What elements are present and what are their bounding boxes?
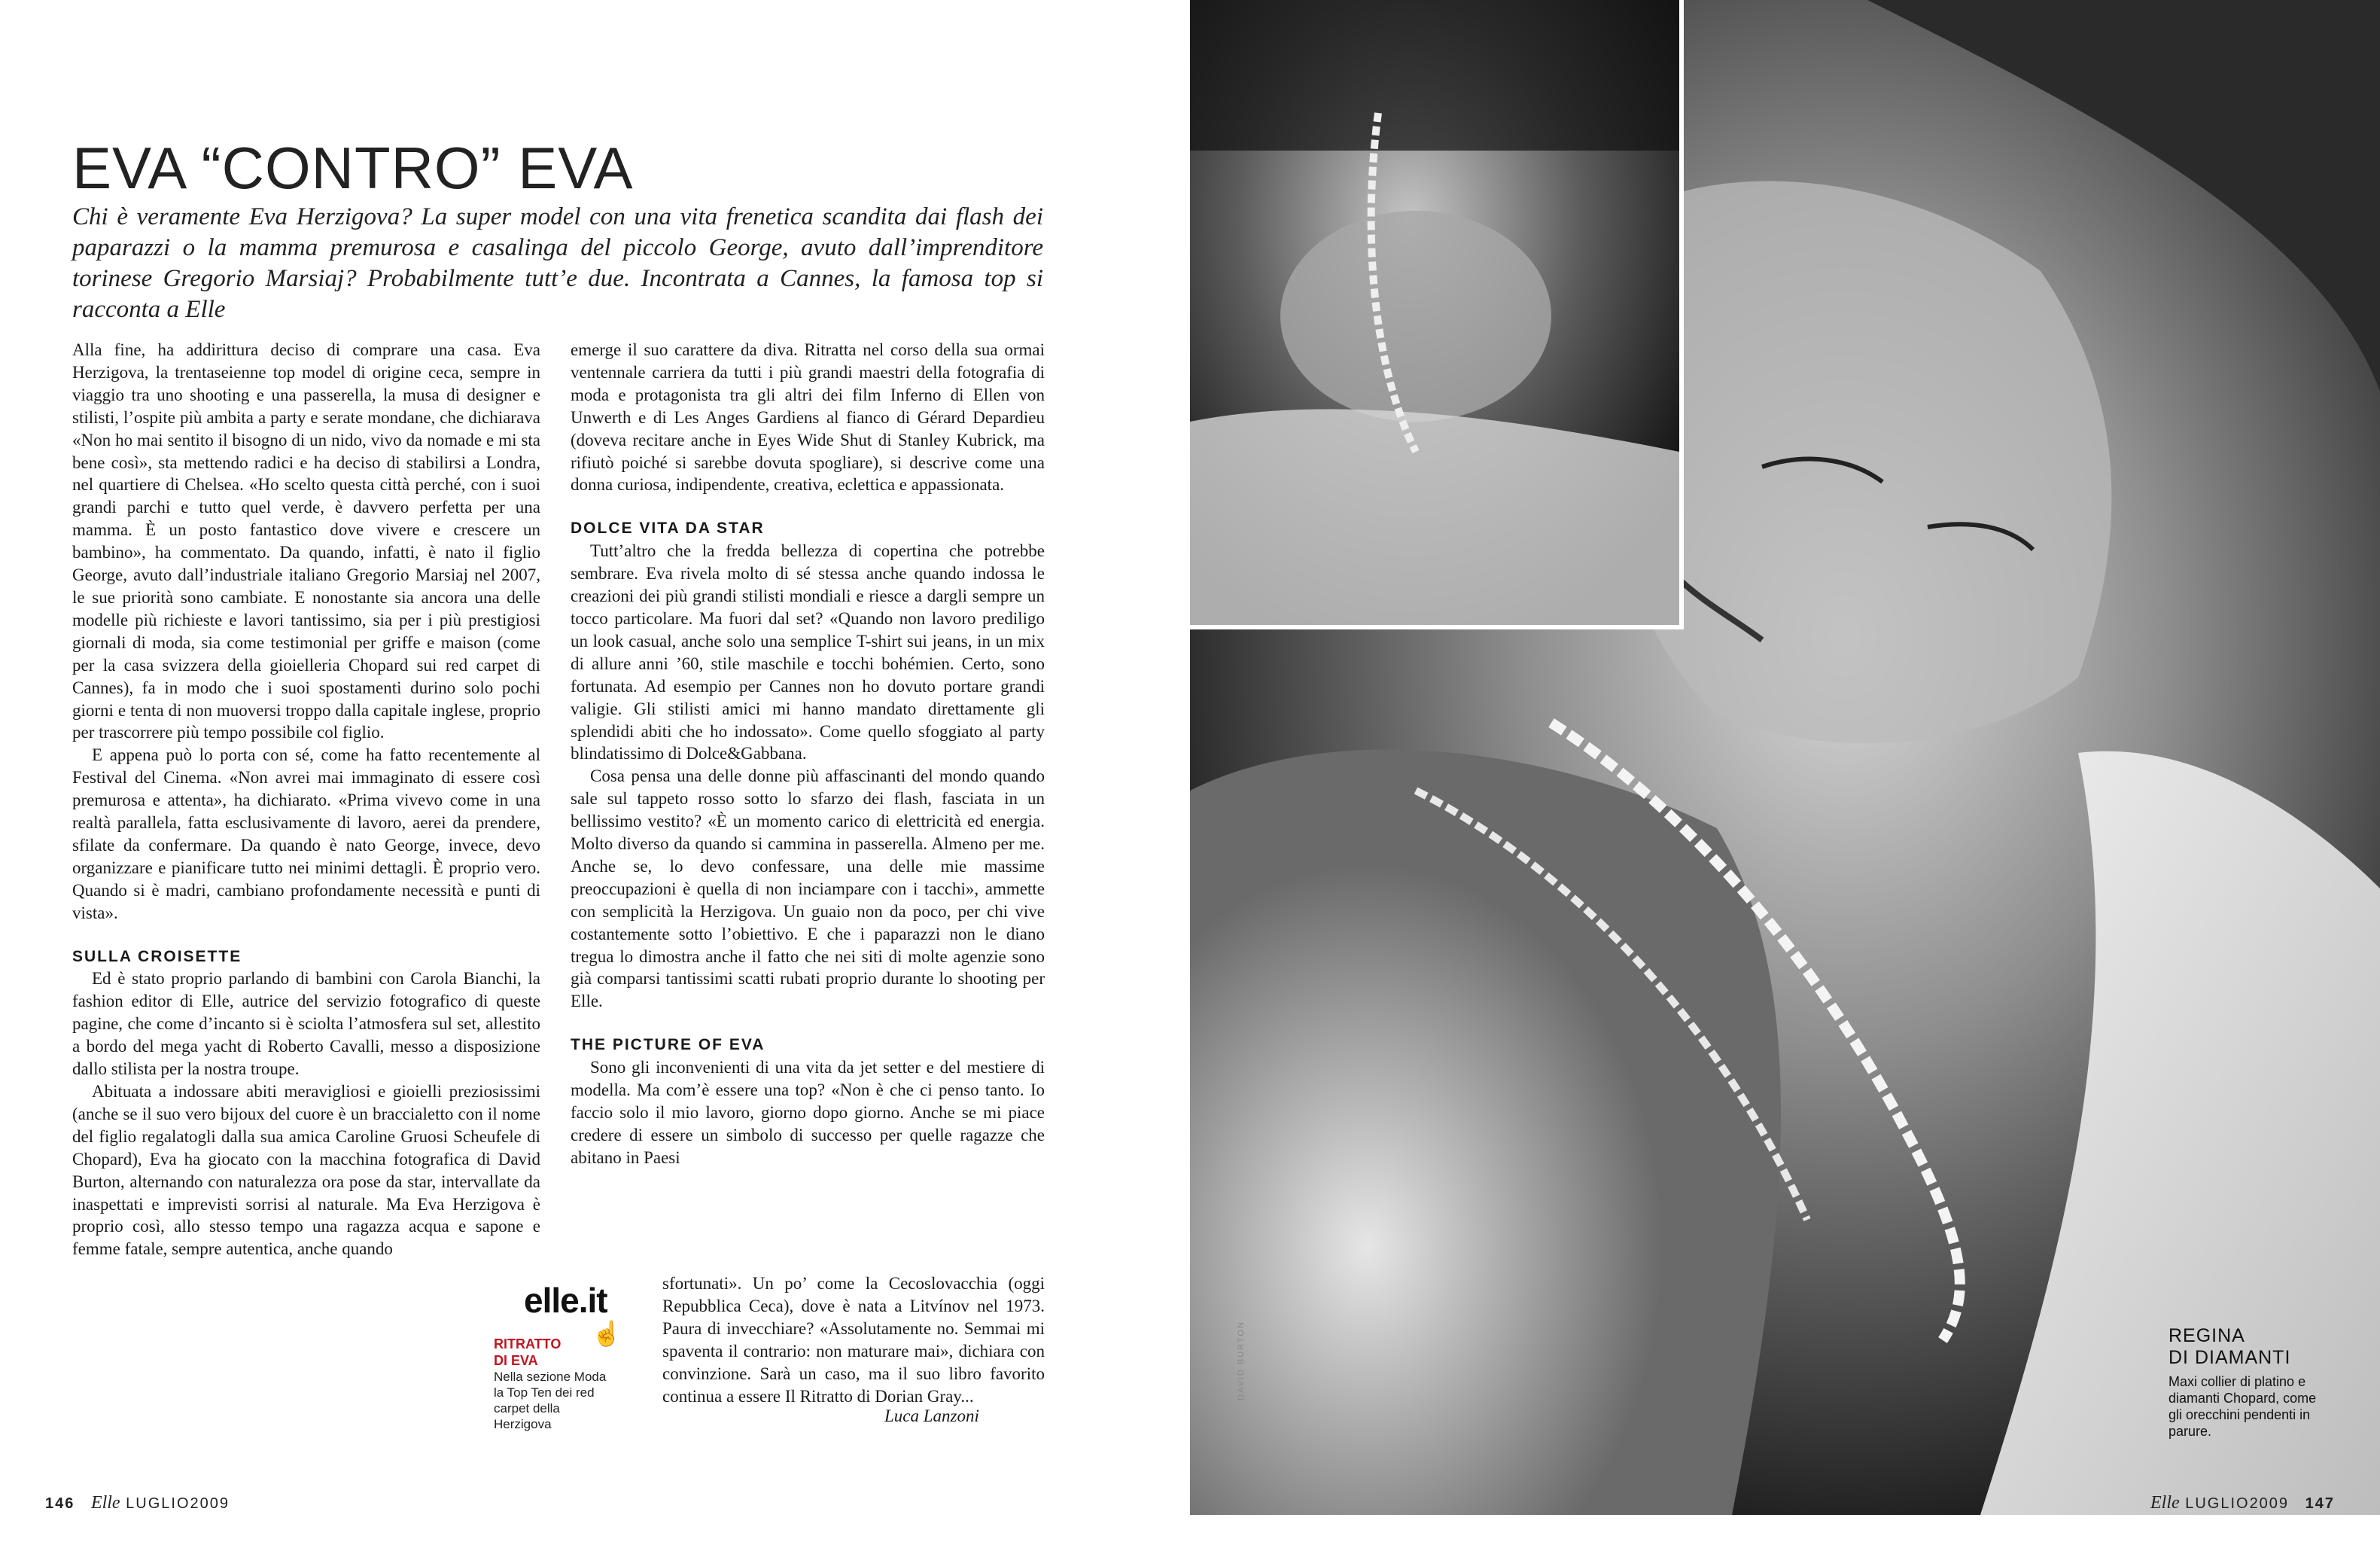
page-number-left: 146: [45, 1495, 75, 1512]
promo-heading: RITRATTO DI EVA: [494, 1336, 562, 1368]
page-number-right: 147: [2305, 1495, 2335, 1512]
caption-title: REGINA DI DIAMANTI: [2168, 1325, 2291, 1368]
article-title: EVA “CONTRO” EVA: [72, 135, 634, 201]
footer-left: [45, 1493, 230, 1513]
subheading-picture-of-eva: THE PICTURE OF EVA: [571, 1036, 765, 1054]
promo-text: Nella sezione Moda la Top Ten dei red carpet della Herzigova: [494, 1370, 607, 1431]
paragraph: Sono gli inconvenienti di una vita da jet setter e del mestiere di modella. Ma com’è essere una top? «Non è che ci penso tanto. Io faccio solo il mio lavoro, giorno dopo giorno. Anche se mi piace credere di essere un simbolo di successo per quelle ragazze che abitano in Paesi: [571, 1058, 1045, 1167]
hand-cursor-icon: ☝: [592, 1320, 622, 1347]
issue-date: LUGLIO2009: [126, 1495, 230, 1512]
paragraph: Ed è stato proprio parlando di bambini con Carola Bianchi, la fashion editor di Elle, autrice del servizio fotografico di queste pagine, che come d’incanto si è sciolta l’atmosfera sul set, allestito a bordo del mega yacht di Roberto Cavalli, messo a disposizione dallo stilista per la nostra troupe.: [72, 969, 540, 1079]
paragraph: emerge il suo carattere da diva. Ritratta nel corso della sua ormai ventennale carriera da tutti i più grandi maestri della fotografia di moda e protagonista tra gli altri dei film Inferno di Ellen von Unwerth e di Les Anges Gardiens al fianco di Gérard Depardieu (doveva recitare anche in Eyes Wide Shut di Stanley Kubrick, ma rifiutò poiché si sarebbe dovuta spogliare), si descrive come una donna curiosa, indipendente, creativa, eclettica e appassionata.: [571, 340, 1045, 495]
paragraph: Tutt’altro che la fredda bellezza di copertina che potrebbe sembrare. Eva rivela molto di sé stessa anche quando indossa le creazioni dei più grandi stilisti mondiali e riesce a dargli sempre un tocco particolare. Ma fuori dal set? «Quando non lavoro prediligo un look casual, anche solo una semplice T-shirt sui jeans, in un mix di allure anni ’60, stile maschile e tocchi bohémien. Certo, sono fortunata. Ad esempio per Cannes non ho dovuto portare grandi valigie. Gli stilisti amici mi hanno mandato direttamente gli splendidi abiti che ho indossato». Come quello sfoggiato al party blindatissimo di Dolce&Gabbana.: [571, 541, 1045, 763]
photo-caption: [2168, 1325, 2327, 1440]
paragraph: Abituata a indossare abiti meravigliosi e gioielli preziosissimi (anche se il suo vero bijoux del cuore è un braccialetto con il nome del figlio regalatogli dalla sua amica Caroline Gruosi Scheufele di Chopard), Eva ha giocato con la macchina fotografica di David Burton, alternando con naturalezza ora pose da star, intervallate da inaspettati e imprevisti sorrisi al naturale. Ma Eva Herzigova è proprio così, allo stesso tempo una ragazza acqua e sapone e femme fatale, sempre autentica, anche quando: [72, 1082, 540, 1259]
paragraph: E appena può lo porta con sé, come ha fatto recentemente al Festival del Cinema. «Non avrei mai immaginato di essere così premurosa e attenta», ha dichiarato. «Prima vivevo come in una realtà parallela, fatta esclusivamente di lavoro, aerei da prendere, sfilate da confermare. Da quando è nato George, invece, devo organizzare e pianificare tutto nei minimi dettagli. È proprio vero. Quando si è madri, cambiano profondamente necessità e punti di vista».: [72, 745, 540, 922]
subheading-dolce-vita: DOLCE VITA DA STAR: [571, 520, 765, 538]
text-column-2-tail: sfortunati». Un po’ come la Cecoslovacchia (oggi Repubblica Ceca), dove è nata a Litvínov nel 1973. Paura di invecchiare? «Assolutamente no. Semmai mi spaventa il contrario: non maturare mai», dichiara con convinzione. Sarà un caso, ma il suo libro favorito continua a essere Il Ritratto di Dorian Gray...: [662, 1274, 1045, 1406]
main-photo: [1190, 0, 2380, 1515]
text-column-1: [72, 339, 540, 1260]
paragraph: Cosa pensa una delle donne più affascinanti del mondo quando sale sul tappeto rosso sotto lo sfarzo dei flash, fasciata in un bellissimo vestito? «È un momento carico di elettricità ed energia. Molto diverso da quando si cammina in passerella. Almeno per me. Anche se, lo devo confessare, una delle mie massime preoccupazioni è quella di non inciampare con i tacchi», ammette con semplicità la Herzigova. Un guaio non da poco, per chi vive costantemente sotto l’obiettivo. E che i paparazzi non le diano tregua lo dimostra anche il fatto che nei siti di molte agenzie sono già comparsi tantissimi scatti rubati proprio durante lo shooting per Elle.: [571, 766, 1045, 1011]
author-signature: Luca Lanzoni: [884, 1406, 979, 1425]
article-deck: Chi è veramente Eva Herzigova? La super model con una vita frenetica scandita dai flash dei paparazzi o la mamma premurosa e casalinga del piccolo George, avuto dall’imprenditore torinese Gregorio Marsiaj? Probabilmente tutt’e due. Incontrata a Cannes, la famosa top si racconta a Elle: [72, 203, 1043, 323]
inset-photo-image: [1190, 0, 1679, 625]
magazine-name: Elle: [90, 1493, 120, 1513]
footer-right: [2150, 1493, 2335, 1513]
caption-text: Maxi collier di platino e diamanti Chopard, come gli orecchini pendenti in parure.: [2168, 1374, 2317, 1439]
subheading-sulla-croisette: SULLA CROISETTE: [72, 947, 242, 965]
elle-it-logo[interactable]: elle.it: [524, 1281, 607, 1320]
paragraph: Alla fine, ha addirittura deciso di comprare una casa. Eva Herzigova, la trentaseienne top model di origine ceca, sempre in viaggio tra uno shooting e una passerella, la musa di designer e stilisti, l’ospite più ambita a party e serate mondane, che dichiarava «Non ho mai sentito il bisogno di un nido, vivo da nomade e mi sta bene così», sta mettendo radici e ha deciso di stabilirsi a Londra, nel quartiere di Chelsea. «Ho scelto questa città perché, con i suoi grandi parchi e tutto quel verde, è davvero perfetta per una mamma. È un posto fantastico dove vivere e crescere un bambino», ha commentato. Da quando, infatti, è nato il figlio George, avuto dall’industriale italiano Gregorio Marsiaj nel 2007, le sue priorità sono cambiate. E nonostante sia ancora una delle modelle più richieste e lavori tantissimo, sia per i più prestigiosi giornali di moda, sia come testimonial per griffe e maison (come per la casa svizzera della gioielleria Chopard sui red carpet di Cannes), fa in modo che i suoi spostamenti durino solo pochi giorni e tenta di non muoversi troppo dalla capitale inglese, proprio per trascorrere più tempo possibile col figlio.: [72, 340, 540, 742]
issue-date: LUGLIO2009: [2185, 1495, 2290, 1512]
photo-credit: DAVID BURTON: [1237, 1321, 1246, 1400]
inset-photo: [1190, 0, 1684, 629]
text-column-2: [571, 339, 1045, 1169]
elle-it-promo-box[interactable]: [494, 1274, 653, 1468]
right-page: [1190, 0, 2380, 1542]
magazine-name: Elle: [2150, 1493, 2180, 1513]
